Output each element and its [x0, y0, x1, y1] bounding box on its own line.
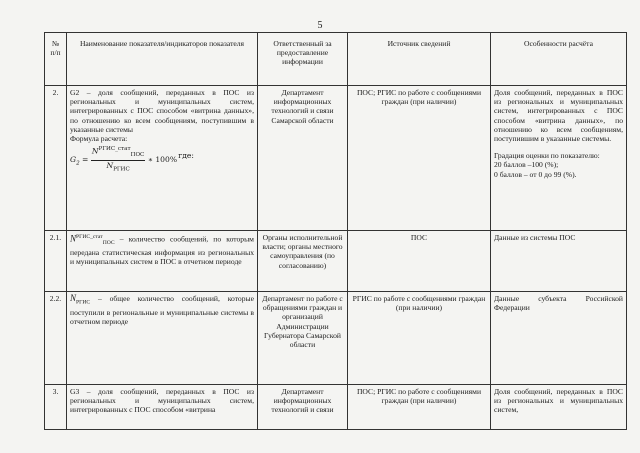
header-responsible: Ответственный за предоставление информации: [258, 33, 348, 86]
grad-title: Градация оценки по показателю:: [494, 151, 600, 161]
row-num: 2.2.: [45, 292, 67, 385]
header-source: Источник сведений: [348, 33, 491, 86]
row-calc: Доля сообщений, переданных в ПОС из региональных и муниципальных систем,: [491, 385, 627, 430]
var-symbol: N: [70, 293, 77, 303]
formula-lhs: G: [70, 155, 77, 165]
header-num: № п/п: [45, 33, 67, 86]
row-calc: Данные из системы ПОС: [491, 231, 627, 292]
row-name-cell: [67, 292, 258, 385]
header-name: Наименование показателя/индикаторов показателя: [67, 33, 258, 86]
row-source: ПОС: [348, 231, 491, 292]
row-name: G3 – доля сообщений, переданных в ПОС из региональных и муниципальных систем, интегрированных с ПОС способом «витрина: [67, 385, 258, 430]
row-num: 2.1.: [45, 231, 67, 292]
formula-label: Формула расчета:: [70, 134, 128, 144]
table-row: [45, 86, 627, 231]
formula-den: N: [106, 161, 114, 171]
formula: $G_2$ = $\frac{N^{РГИС\_стат}_{ПОС}}{N_{РГИС}}$ ∗ 100% где:: [70, 145, 254, 175]
var-sup: РГИС_стат: [76, 234, 103, 240]
var-sub: ПОС: [102, 240, 115, 247]
page-number: 5: [317, 20, 323, 31]
var-sub: РГИС: [76, 299, 91, 306]
row-responsible: Органы исполнительной власти; органы местного самоуправления (по согласованию): [258, 231, 348, 292]
row-source: ПОС; РГИС по работе с сообщениями граждан (при наличии): [348, 385, 491, 430]
formula-den-sub: РГИС: [113, 166, 130, 173]
grad-2: 0 баллов – от 0 до 99 (%).: [494, 169, 577, 179]
row-source: РГИС по работе с сообщениями граждан (при наличии): [348, 292, 491, 385]
table-header-row: [45, 33, 627, 86]
row-num: 3.: [45, 385, 67, 430]
row-calc-cell: [491, 86, 627, 231]
header-calc: Особенности расчёта: [491, 33, 627, 86]
table-row: [45, 292, 627, 385]
formula-fraction: [91, 145, 146, 175]
row-name: – количество сообщений, по которым передана статистическая информация из региональных и муниципальных систем в ПОС в отчетном периоде: [70, 234, 254, 267]
row-name: – общее количество сообщений, которые поступили в региональные и муниципальные системы в отчетном периоде: [70, 294, 254, 326]
row-responsible: Департамент по работе с обращениями граждан и организаций Администрации Губернатора Самарской области: [258, 292, 348, 385]
formula-num-sup: РГИС_стат: [98, 146, 131, 153]
table-row: [45, 385, 627, 430]
row-name-cell: [67, 86, 258, 231]
grad-1: 20 баллов –100 (%);: [494, 160, 559, 170]
indicators-table: [44, 32, 627, 430]
formula-lhs-sub: 2: [76, 160, 80, 167]
formula-tail: ∗ 100%: [147, 155, 178, 165]
formula-num: N: [91, 146, 99, 156]
formula-num-sub: ПОС: [130, 152, 145, 159]
row-name: G2 – доля сообщений, переданных в ПОС из региональных и муниципальных систем, интегрированных с ПОС способом «витрина данных», по отношению ко всем сообщениям, поступившим в указанные системы: [70, 88, 254, 134]
row-calc: Доля сообщений, переданных в ПОС из региональных и муниципальных систем, интегрированных с ПОС способом «витрина данных», по отношению ко всем сообщениям, поступившим в указанные системы.: [494, 88, 623, 144]
row-responsible: Департамент информационных технологий и связи Самарской области: [258, 86, 348, 231]
var-symbol: N: [70, 233, 77, 244]
table-row: [45, 231, 627, 292]
row-name-cell: [67, 231, 258, 292]
row-responsible: Департамент информационных технологий и связи: [258, 385, 348, 430]
row-calc: Данные субъекта Российской Федерации: [491, 292, 627, 385]
row-source: ПОС; РГИС по работе с сообщениями граждан (при наличии): [348, 86, 491, 231]
row-num: 2.: [45, 86, 67, 231]
formula-where: где:: [178, 151, 194, 161]
